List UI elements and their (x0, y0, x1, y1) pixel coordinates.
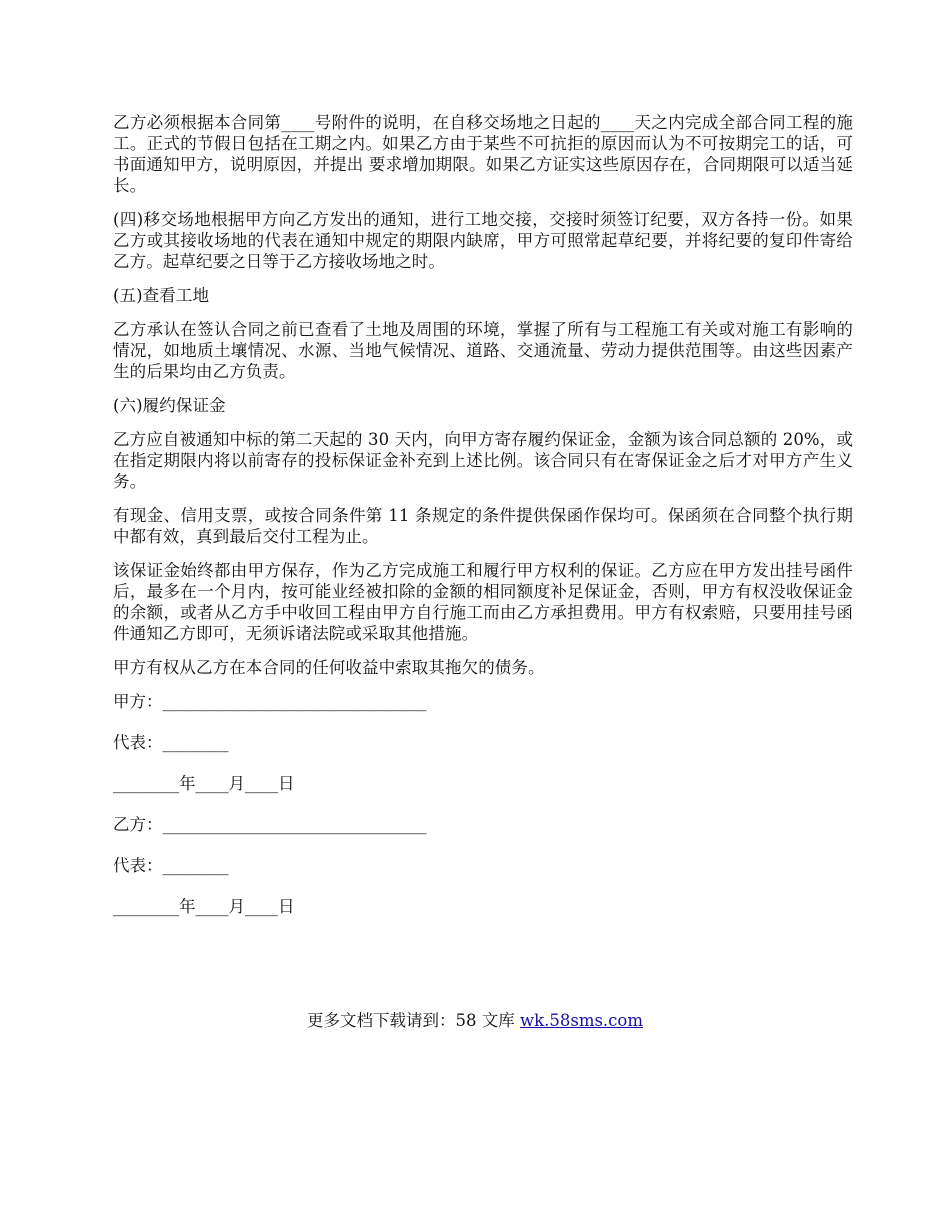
signature-party-b: 乙方：________________________________ (113, 815, 427, 834)
heading-performance-bond: (六)履约保证金 (113, 396, 226, 415)
paragraph-bond-amount: 乙方应自被通知中标的第二天起的 30 天内，向甲方寄存履约保证金，金额为该合同总额的 20%，或在指定期限内将以前寄存的投标保证金补充到上述比例。该合同只有在寄保证金之后才对甲方产生义务。 (113, 430, 853, 491)
signature-date-b: ________年____月____日 (113, 897, 295, 916)
paragraph-site-inspection: 乙方承认在签认合同之前已查看了土地及周围的环境，掌握了所有与工程施工有关或对施工有影响的情况，如地质土壤情况、水源、当地气候情况、道路、交通流量、劳动力提供范围等。由这些因素产生的后果均由乙方负责。 (113, 320, 853, 381)
paragraph-bond-forms: 有现金、信用支票，或按合同条件第 11 条规定的条件提供保函作保均可。保函须在合同整个执行期中都有效，真到最后交付工程为止。 (113, 506, 853, 546)
paragraph-site-handover: (四)移交场地根据甲方向乙方发出的通知，进行工地交接，交接时须签订纪要，双方各持一份。如果乙方或其接收场地的代表在通知中规定的期限内缺席，甲方可照常起草纪要，并将纪要的复印件寄给乙方。起草纪要之日等于乙方接收场地之时。 (113, 210, 853, 271)
paragraph-debt-recovery: 甲方有权从乙方在本合同的任何收益中索取其拖欠的债务。 (113, 658, 545, 677)
footer (0, 1010, 950, 1031)
signature-party-a: 甲方：________________________________ (113, 692, 427, 711)
document-body (113, 112, 853, 937)
signature-date-a: ________年____月____日 (113, 774, 295, 793)
signature-rep-a: 代表：________ (113, 733, 229, 752)
paragraph-bond-custody: 该保证金始终都由甲方保存，作为乙方完成施工和履行甲方权利的保证。乙方应在甲方发出挂号函件后，最多在一个月内，按可能业经被扣除的金额的相同额度补足保证金，否则，甲方有权没收保证金的余额，或者从乙方手中收回工程由甲方自行施工而由乙方承担费用。甲方有权索赔，只要用挂号函件通知乙方即可，无须诉诸法院或采取其他措施。 (113, 561, 853, 643)
footer-text: 更多文档下载请到：58 文库 (306, 1011, 520, 1030)
heading-site-inspection: (五)查看工地 (113, 286, 210, 305)
footer-link[interactable]: wk.58sms.com (519, 1011, 643, 1030)
signature-rep-b: 代表：________ (113, 856, 229, 875)
paragraph-completion-period: 乙方必须根据本合同第____号附件的说明，在自移交场地之日起的____天之内完成全部合同工程的施工。正式的节假日包括在工期之内。如果乙方由于某些不可抗拒的原因而认为不可按期完工的话，可书面通知甲方，说明原因，并提出 要求增加期限。如果乙方证实这些原因存在，合同期限可以适当延长。 (113, 113, 853, 195)
